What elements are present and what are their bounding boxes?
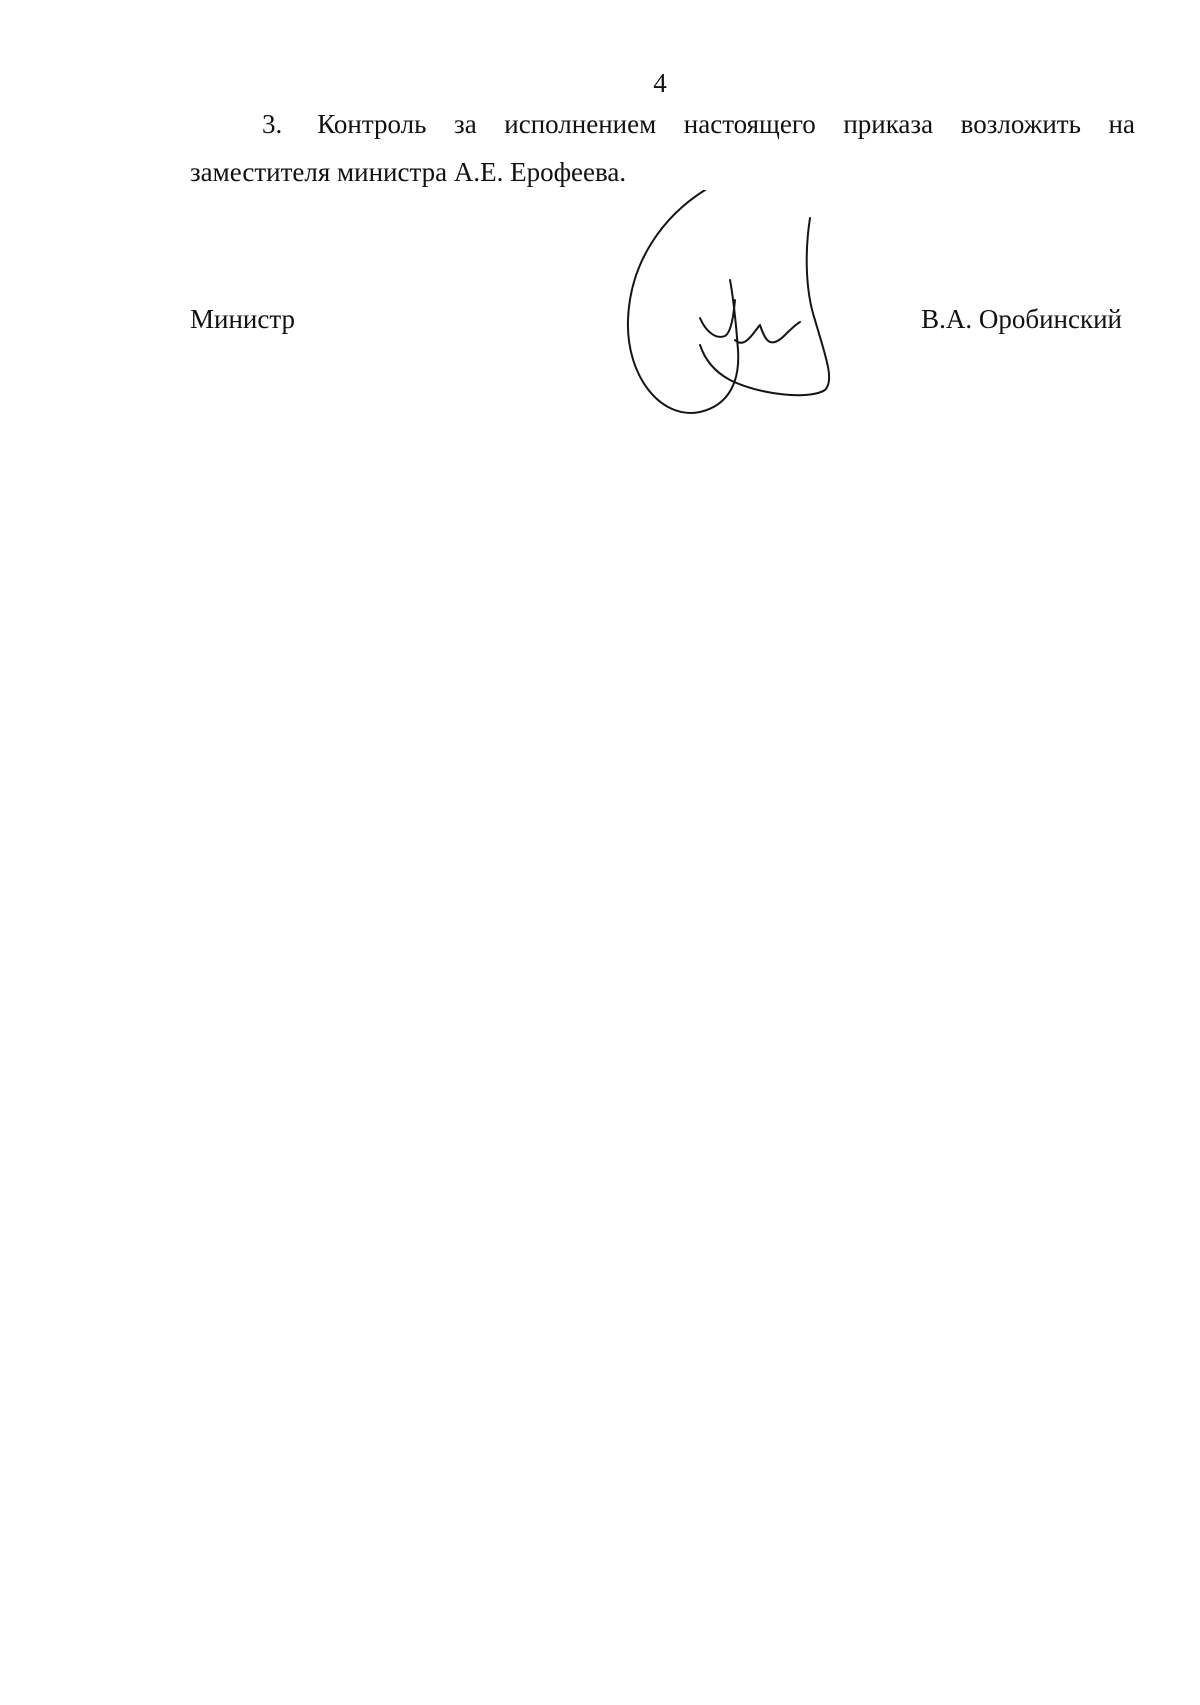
paragraph-word: приказа (843, 109, 934, 139)
paragraph-word: Контроль (317, 109, 427, 139)
signature-wave-stroke (735, 322, 800, 343)
paragraph-word: возложить (960, 109, 1081, 139)
signature-inner-stroke (700, 300, 735, 337)
signer-name: В.А. Оробинский (921, 304, 1122, 334)
paragraph-word: настоящего (683, 109, 816, 139)
paragraph-word: на (1108, 109, 1135, 139)
paragraph-line-2: заместителя министра А.Е. Ерофеева. (190, 157, 627, 187)
handwritten-signature (620, 190, 880, 425)
signature-loop-stroke (628, 190, 738, 413)
paragraph-word: за (454, 109, 477, 139)
page-number: 4 (653, 68, 667, 98)
paragraph-item-3 (190, 100, 1135, 196)
paragraph-line-1 (190, 100, 1135, 148)
signature-right-stroke (700, 218, 829, 395)
item-number: 3. (262, 109, 283, 139)
paragraph-word: исполнением (504, 109, 657, 139)
paragraph-words (317, 100, 1135, 148)
signer-role: Министр (190, 304, 295, 334)
